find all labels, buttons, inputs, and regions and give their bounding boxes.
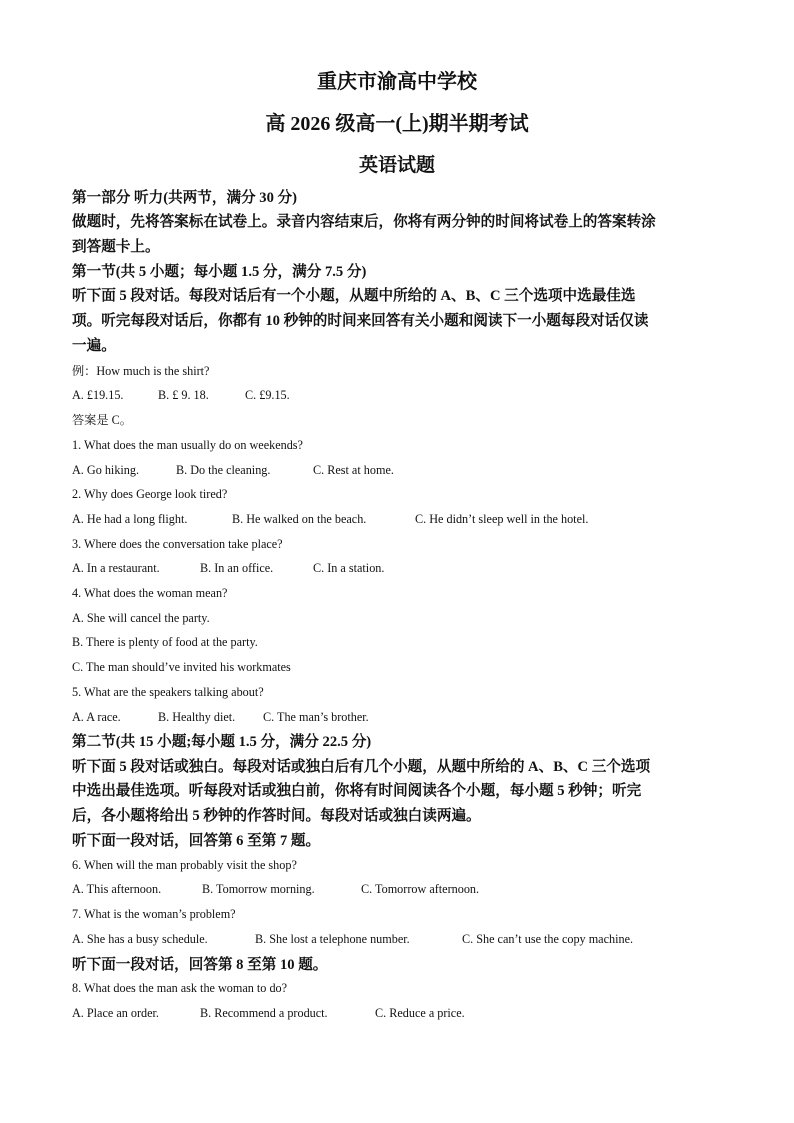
example-option-c: C. £9.15. (245, 388, 290, 402)
question-4: 4. What does the woman mean? (72, 586, 228, 600)
q3-option-a: A. In a restaurant. (72, 561, 160, 575)
q5-option-c: C. The man’s brother. (263, 710, 369, 724)
q4-option-c: C. The man should’ve invited his workmates (72, 660, 291, 674)
exam-title: 高 2026 级高一(上)期半期考试 (265, 113, 529, 135)
section1-instruction-line-2: 项。听完每段对话后，你都有 10 秒钟的时间来回答有关小题和阅读下一小题每段对话仅读 (72, 313, 649, 329)
section2-instruction-line-3: 后，各小题将给出 5 秒钟的作答时间。每段对话或独白读两遍。 (72, 808, 481, 824)
dialogue-group-1: 听下面一段对话，回答第 6 至第 7 题。 (72, 833, 321, 849)
q3-option-c: C. In a station. (313, 561, 385, 575)
example-option-b: B. £ 9. 18. (158, 388, 209, 402)
part1-intro-line-1: 做题时，先将答案标在试卷上。录音内容结束后，你将有两分钟的时间将试卷上的答案转涂 (72, 214, 656, 230)
dialogue-group-2: 听下面一段对话，回答第 8 至第 10 题。 (72, 957, 328, 973)
q6-option-b: B. Tomorrow morning. (202, 882, 315, 896)
q4-option-a: A. She will cancel the party. (72, 611, 210, 625)
q8-option-a: A. Place an order. (72, 1006, 159, 1020)
q7-option-a: A. She has a busy schedule. (72, 932, 208, 946)
question-7: 7. What is the woman’s problem? (72, 907, 236, 921)
question-8: 8. What does the man ask the woman to do? (72, 981, 288, 995)
q6-option-a: A. This afternoon. (72, 882, 162, 896)
q4-option-b: B. There is plenty of food at the party. (72, 635, 258, 649)
question-2: 2. Why does George look tired? (72, 487, 228, 501)
question-5: 5. What are the speakers talking about? (72, 685, 264, 699)
section1-instruction-line-3: 一遍。 (72, 338, 116, 354)
q7-option-c: C. She can’t use the copy machine. (462, 932, 634, 946)
example-option-a: A. £19.15. (72, 388, 124, 402)
part1-intro-line-2: 到答题卡上。 (72, 239, 160, 255)
part1-title: 第一部分 听力(共两节，满分 30 分) (72, 190, 297, 206)
question-3: 3. Where does the conversation take place? (72, 537, 283, 551)
q1-option-b: B. Do the cleaning. (176, 463, 271, 477)
q3-option-b: B. In an office. (200, 561, 274, 575)
school-name: 重庆市渝高中学校 (317, 71, 477, 93)
q2-option-c: C. He didn’t sleep well in the hotel. (415, 512, 589, 526)
section1-instruction-line-1: 听下面 5 段对话。每段对话后有一个小题，从题中所给的 A、B、C 三个选项中选最佳选 (72, 288, 636, 304)
section2-instruction-line-2: 中选出最佳选项。听每段对话或独白前，你将有时间阅读各个小题，每小题 5 秒钟；听完 (72, 783, 642, 799)
q2-option-b: B. He walked on the beach. (232, 512, 367, 526)
section2-instruction-line-1: 听下面 5 段对话或独白。每段对话或独白后有几个小题，从题中所给的 A、B、C 三个选项 (72, 759, 651, 775)
q7-option-b: B. She lost a telephone number. (255, 932, 410, 946)
subject-title: 英语试题 (358, 155, 435, 176)
q1-option-a: A. Go hiking. (72, 463, 140, 477)
q5-option-b: B. Healthy diet. (158, 710, 236, 724)
question-6: 6. When will the man probably visit the shop? (72, 858, 297, 872)
section2-title: 第二节(共 15 小题;每小题 1.5 分，满分 22.5 分) (72, 734, 372, 750)
q2-option-a: A. He had a long flight. (72, 512, 188, 526)
section1-title: 第一节(共 5 小题；每小题 1.5 分，满分 7.5 分) (72, 264, 367, 280)
question-1: 1. What does the man usually do on weekends? (72, 438, 303, 452)
q8-option-c: C. Reduce a price. (375, 1006, 465, 1020)
example-question: 例：How much is the shirt? (72, 364, 210, 378)
q6-option-c: C. Tomorrow afternoon. (361, 882, 480, 896)
q5-option-a: A. A race. (72, 710, 121, 724)
q8-option-b: B. Recommend a product. (200, 1006, 328, 1020)
example-answer: 答案是 C。 (72, 413, 132, 427)
q1-option-c: C. Rest at home. (313, 463, 394, 477)
